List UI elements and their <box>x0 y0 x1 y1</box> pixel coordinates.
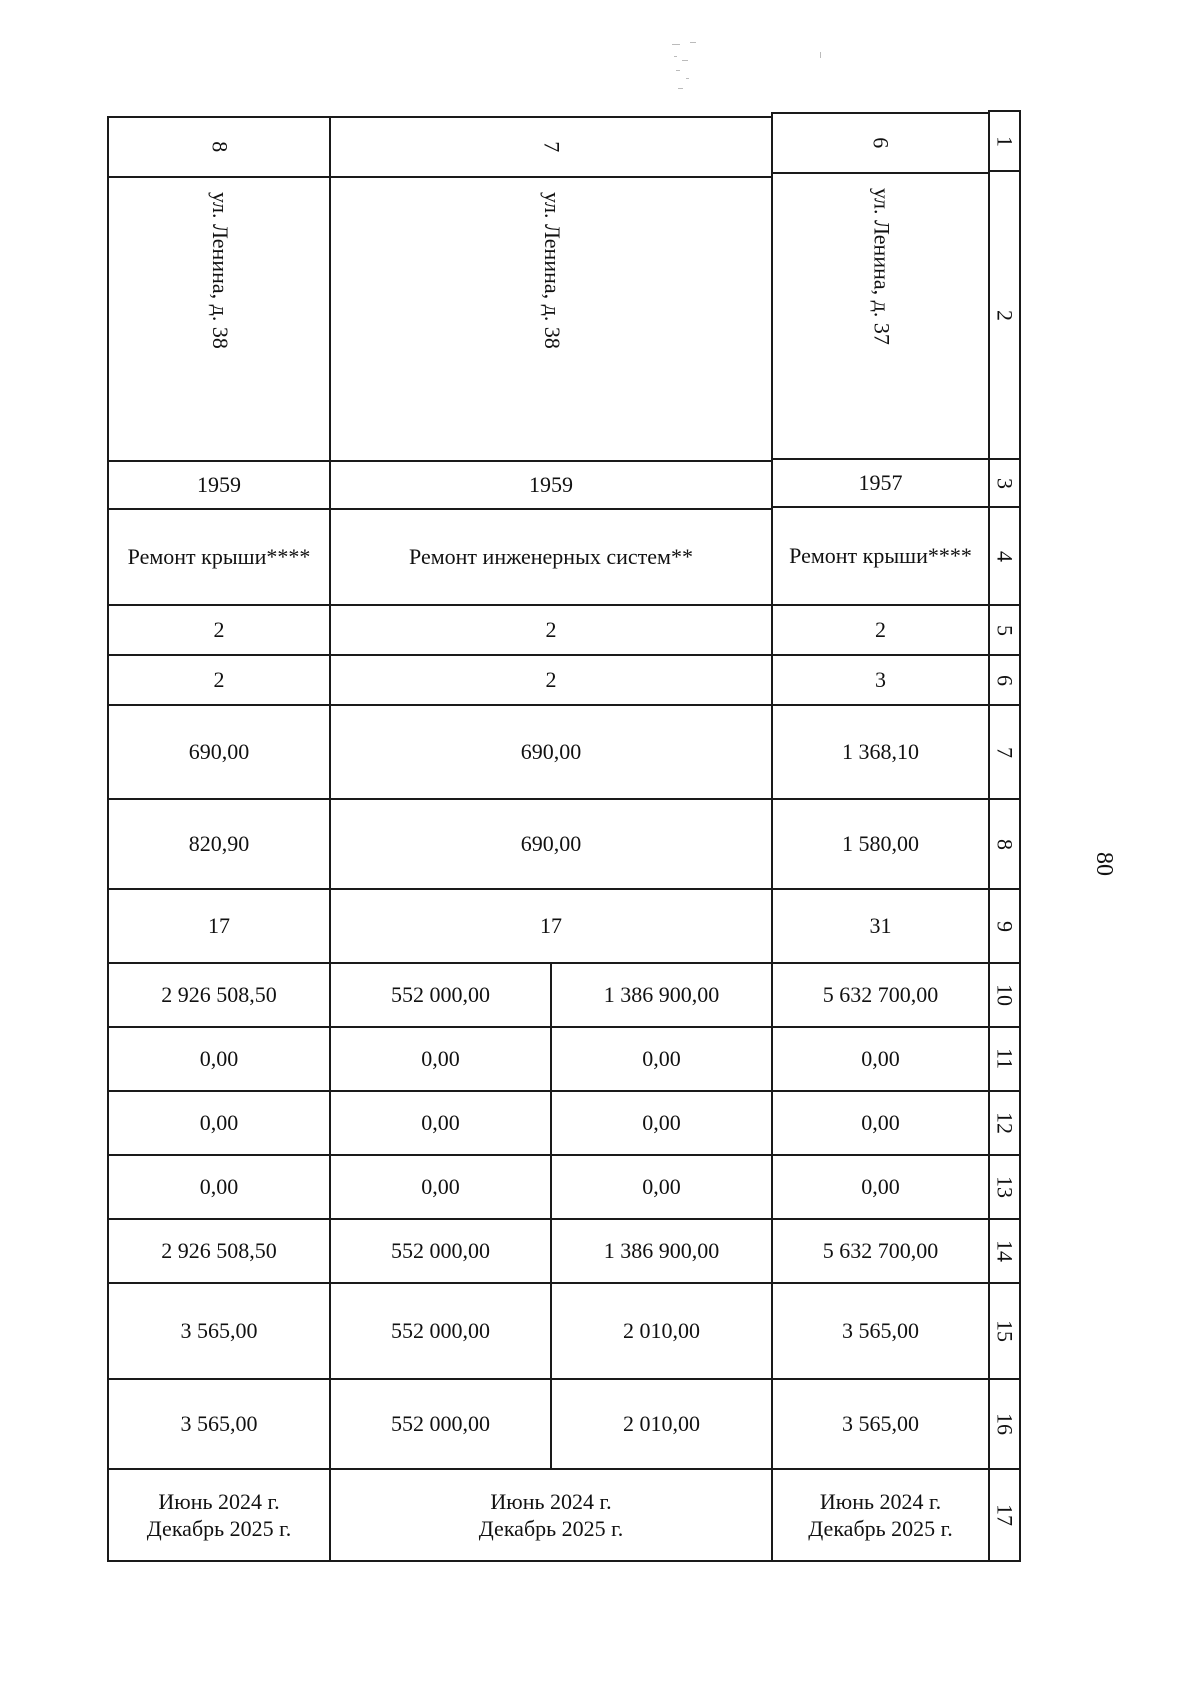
row-8-c6: 1 580,00 <box>771 798 990 890</box>
row-9-c7: 17 <box>329 888 773 964</box>
index-cell-10: 10 <box>988 962 1021 1028</box>
row-work-c6: Ремонт крыши**** <box>771 506 990 606</box>
row-7-c8: 690,00 <box>107 704 331 800</box>
index-cell-9: 9 <box>988 888 1021 964</box>
row-16-c8: 3 565,00 <box>107 1378 331 1470</box>
index-cell-8: 8 <box>988 798 1021 890</box>
row-15-c6: 3 565,00 <box>771 1282 990 1380</box>
row-8-c7: 690,00 <box>329 798 773 890</box>
row-10-c7a: 1 386 900,00 <box>550 962 773 1028</box>
row-17-c6: Июнь 2024 г. Декабрь 2025 г. <box>771 1468 990 1562</box>
row-11-c6: 0,00 <box>771 1026 990 1092</box>
index-cell-16: 16 <box>988 1378 1021 1470</box>
row-14-c7b: 552 000,00 <box>329 1218 552 1284</box>
row-num-c7: 7 <box>329 116 773 178</box>
index-cell-3: 3 <box>988 458 1021 508</box>
row-5-c6: 2 <box>771 604 990 656</box>
row-num-c8: 8 <box>107 116 331 178</box>
index-cell-1: 1 <box>988 110 1021 172</box>
row-11-c8: 0,00 <box>107 1026 331 1092</box>
row-12-c6: 0,00 <box>771 1090 990 1156</box>
row-10-c6: 5 632 700,00 <box>771 962 990 1028</box>
row-17-c8: Июнь 2024 г. Декабрь 2025 г. <box>107 1468 331 1562</box>
index-cell-15: 15 <box>988 1282 1021 1380</box>
row-15-c7b: 552 000,00 <box>329 1282 552 1380</box>
page-number: 80 <box>1091 852 1117 876</box>
row-14-c7a: 1 386 900,00 <box>550 1218 773 1284</box>
row-6-c6: 3 <box>771 654 990 706</box>
index-cell-6: 6 <box>988 654 1021 706</box>
row-16-c7a: 2 010,00 <box>550 1378 773 1470</box>
row-8-c8: 820,90 <box>107 798 331 890</box>
row-13-c7b: 0,00 <box>329 1154 552 1220</box>
index-cell-5: 5 <box>988 604 1021 656</box>
row-year-c6: 1957 <box>771 458 990 508</box>
row-6-c8: 2 <box>107 654 331 706</box>
row-year-c7: 1959 <box>329 460 773 510</box>
row-work-c8: Ремонт крыши**** <box>107 508 331 606</box>
row-year-c8: 1959 <box>107 460 331 510</box>
index-cell-11: 11 <box>988 1026 1021 1092</box>
row-13-c6: 0,00 <box>771 1154 990 1220</box>
row-7-c7: 690,00 <box>329 704 773 800</box>
row-work-c7: Ремонт инженерных систем** <box>329 508 773 606</box>
index-cell-13: 13 <box>988 1154 1021 1220</box>
row-addr-c8: ул. Ленина, д. 38 <box>107 176 331 462</box>
row-5-c8: 2 <box>107 604 331 656</box>
row-14-c8: 2 926 508,50 <box>107 1218 331 1284</box>
row-13-c8: 0,00 <box>107 1154 331 1220</box>
row-12-c8: 0,00 <box>107 1090 331 1156</box>
row-11-c7a: 0,00 <box>550 1026 773 1092</box>
row-addr-c7: ул. Ленина, д. 38 <box>329 176 773 462</box>
row-14-c6: 5 632 700,00 <box>771 1218 990 1284</box>
row-9-c6: 31 <box>771 888 990 964</box>
row-10-c7b: 552 000,00 <box>329 962 552 1028</box>
row-13-c7a: 0,00 <box>550 1154 773 1220</box>
row-10-c8: 2 926 508,50 <box>107 962 331 1028</box>
index-cell-12: 12 <box>988 1090 1021 1156</box>
index-cell-14: 14 <box>988 1218 1021 1284</box>
row-6-c7: 2 <box>329 654 773 706</box>
index-cell-2: 2 <box>988 170 1021 460</box>
index-cell-7: 7 <box>988 704 1021 800</box>
row-15-c8: 3 565,00 <box>107 1282 331 1380</box>
row-12-c7a: 0,00 <box>550 1090 773 1156</box>
row-11-c7b: 0,00 <box>329 1026 552 1092</box>
index-cell-17: 17 <box>988 1468 1021 1562</box>
row-15-c7a: 2 010,00 <box>550 1282 773 1380</box>
row-num-c6: 6 <box>771 112 990 174</box>
row-addr-c6: ул. Ленина, д. 37 <box>771 172 990 460</box>
row-17-c7: Июнь 2024 г. Декабрь 2025 г. <box>329 1468 773 1562</box>
row-16-c6: 3 565,00 <box>771 1378 990 1470</box>
scan-noise <box>670 38 870 108</box>
row-16-c7b: 552 000,00 <box>329 1378 552 1470</box>
row-12-c7b: 0,00 <box>329 1090 552 1156</box>
row-9-c8: 17 <box>107 888 331 964</box>
index-cell-4: 4 <box>988 506 1021 606</box>
row-7-c6: 1 368,10 <box>771 704 990 800</box>
row-5-c7: 2 <box>329 604 773 656</box>
